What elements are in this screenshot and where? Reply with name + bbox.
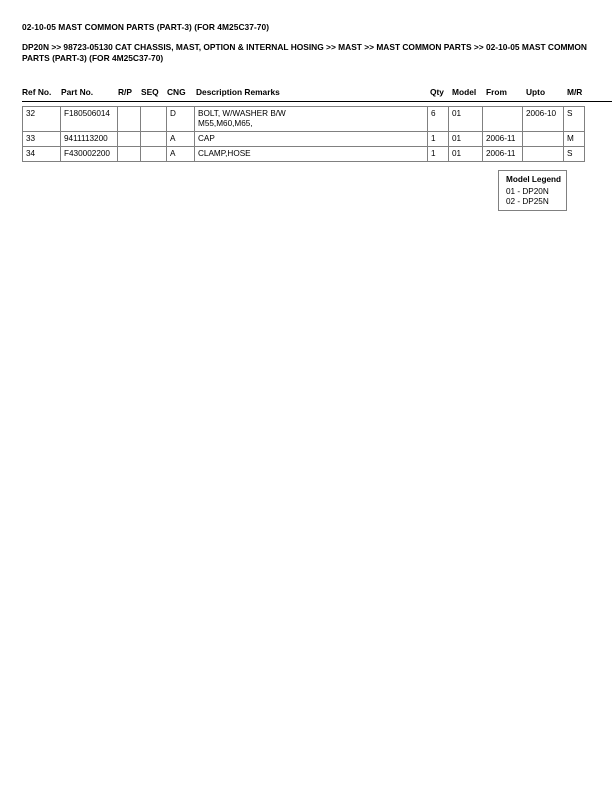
table-row (23, 132, 585, 147)
cell-from (483, 107, 523, 132)
description-line: CLAMP,HOSE (198, 149, 251, 158)
cell-cng: A (167, 147, 195, 162)
col-header-rp: R/P (118, 87, 132, 97)
cell-seq (141, 132, 167, 147)
cell-upto (523, 147, 564, 162)
col-header-from: From (486, 87, 507, 97)
cell-model: 01 (449, 147, 483, 162)
parts-table-body (23, 107, 585, 162)
remarks-line: M55,M60,M65, (198, 119, 253, 128)
cell-cng: D (167, 107, 195, 132)
cell-from: 2006-11 (483, 147, 523, 162)
cell-qty: 1 (428, 132, 449, 147)
cell-seq (141, 147, 167, 162)
model-legend-item: 02 - DP25N (506, 197, 549, 206)
col-header-cng: CNG (167, 87, 186, 97)
cell-upto: 2006-10 (523, 107, 564, 132)
header-divider (22, 101, 612, 102)
col-header-part-no: Part No. (61, 87, 94, 97)
col-header-description: Description Remarks (196, 87, 280, 97)
col-header-mr: M/R (567, 87, 583, 97)
parts-table (22, 106, 585, 162)
cell-mr: M (564, 132, 585, 147)
cell-desc (195, 147, 428, 162)
description-line: CAP (198, 134, 215, 143)
description-line: BOLT, W/WASHER B/W (198, 109, 286, 118)
col-header-qty: Qty (430, 87, 444, 97)
table-row (23, 147, 585, 162)
page-title: 02-10-05 MAST COMMON PARTS (PART-3) (FOR 4M25C37-70) (22, 22, 270, 32)
model-legend (498, 170, 567, 211)
cell-ref: 34 (23, 147, 61, 162)
cell-model: 01 (449, 107, 483, 132)
cell-desc (195, 132, 428, 147)
breadcrumb: DP20N >> 98723-05130 CAT CHASSIS, MAST, OPTION & INTERNAL HOSING >> MAST >> MAST COMMON PARTS >> 02-10-05 MAST COMMON PARTS (PART-3) (FOR 4M25C37-70) (22, 42, 587, 63)
model-legend-item: 01 - DP20N (506, 187, 549, 196)
cell-mr: S (564, 107, 585, 132)
table-row (23, 107, 585, 132)
cell-qty: 1 (428, 147, 449, 162)
cell-from: 2006-11 (483, 132, 523, 147)
col-header-seq: SEQ (141, 87, 159, 97)
cell-model: 01 (449, 132, 483, 147)
col-header-model: Model (452, 87, 477, 97)
cell-rp (118, 132, 141, 147)
cell-rp (118, 147, 141, 162)
cell-upto (523, 132, 564, 147)
cell-rp (118, 107, 141, 132)
cell-desc (195, 107, 428, 132)
cell-mr: S (564, 147, 585, 162)
cell-qty: 6 (428, 107, 449, 132)
cell-seq (141, 107, 167, 132)
cell-part: F180506014 (61, 107, 118, 132)
cell-ref: 33 (23, 132, 61, 147)
cell-cng: A (167, 132, 195, 147)
cell-ref: 32 (23, 107, 61, 132)
cell-part: 9411113200 (61, 132, 118, 147)
model-legend-title: Model Legend (506, 175, 562, 184)
cell-part: F430002200 (61, 147, 118, 162)
col-header-ref-no: Ref No. (22, 87, 52, 97)
col-header-upto: Upto (526, 87, 546, 97)
